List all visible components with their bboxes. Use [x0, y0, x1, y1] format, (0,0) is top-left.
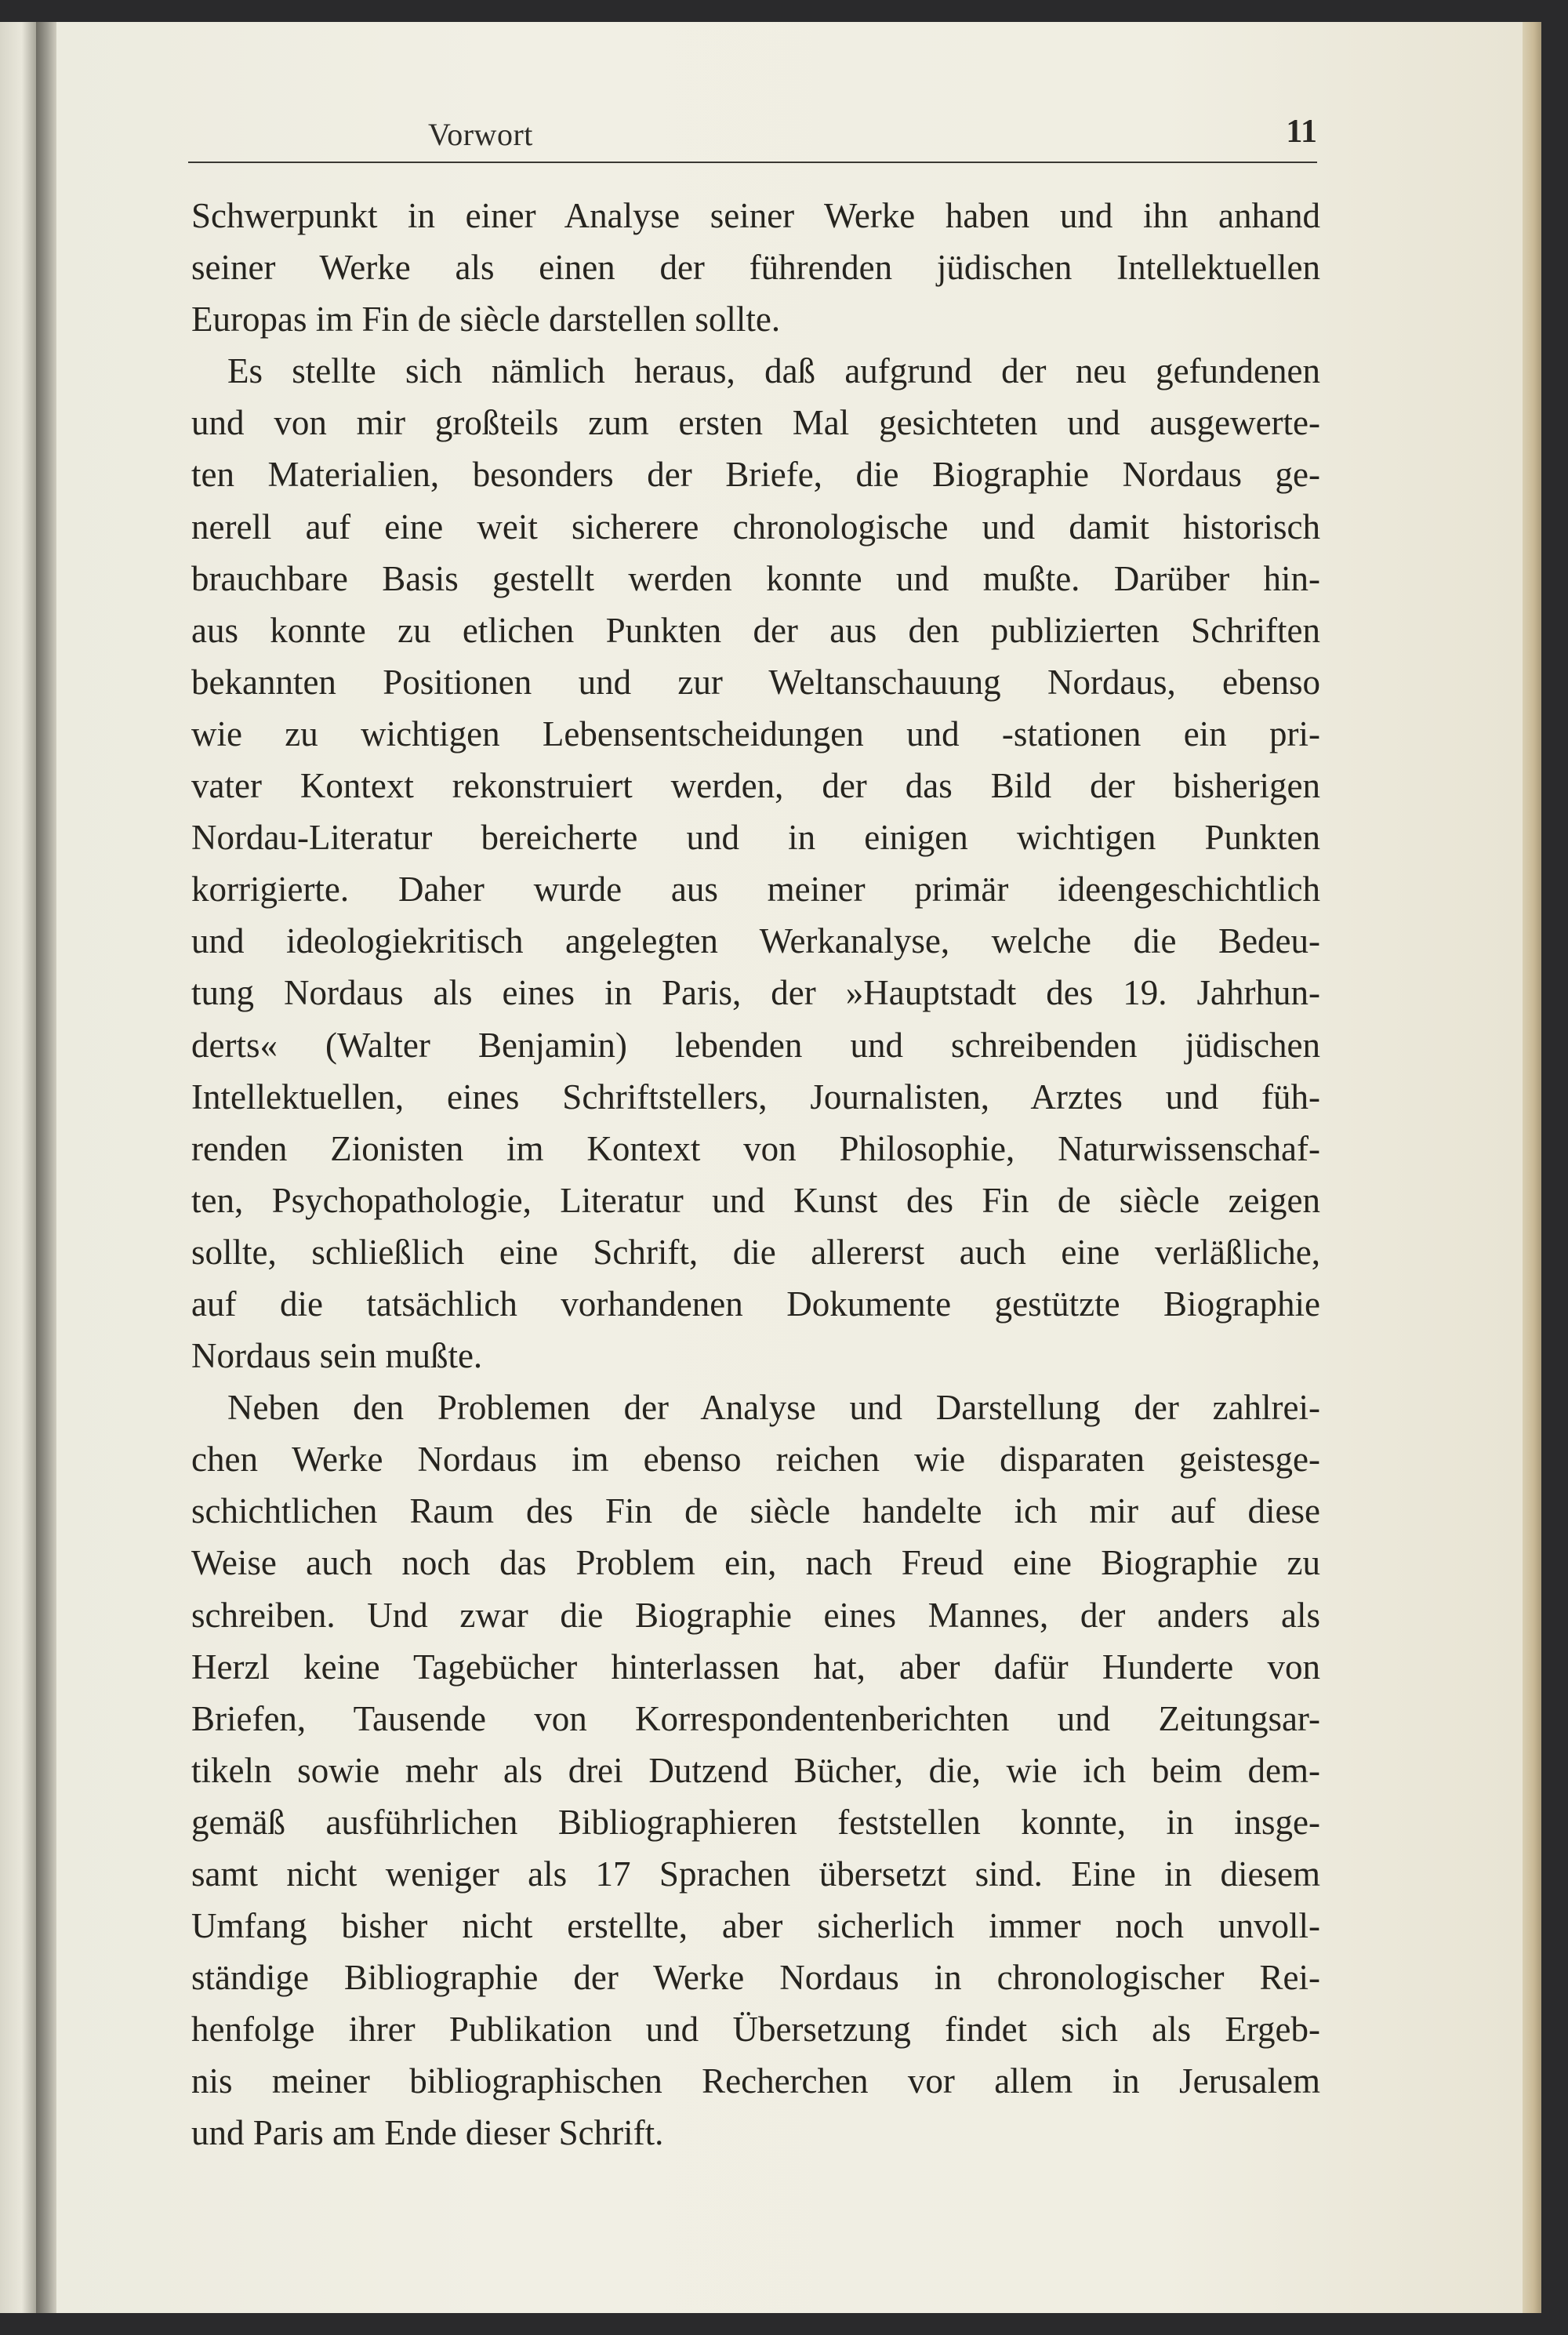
text-line: Intellektuellen, eines Schriftstellers, Journalisten, Arztes und füh-: [191, 1077, 1320, 1117]
text-line: wie zu wichtigen Lebensentscheidungen und -stationen ein pri-: [191, 714, 1320, 754]
text-line: schreiben. Und zwar die Biographie eines Mannes, der anders als: [191, 1595, 1320, 1635]
text-line: Weise auch noch das Problem ein, nach Freud eine Biographie zu: [191, 1543, 1320, 1583]
running-header: [188, 110, 1317, 163]
text-line: Umfang bisher nicht erstellte, aber sicherlich immer noch unvoll-: [191, 1906, 1320, 1946]
left-page-edge: [0, 22, 36, 2313]
text-line: ständige Bibliographie der Werke Nordaus in chronologischer Rei-: [191, 1958, 1320, 1998]
text-line: auf die tatsächlich vorhandenen Dokumente gestützte Biographie: [191, 1284, 1320, 1324]
text-line: ten, Psychopathologie, Literatur und Kunst des Fin de siècle zeigen: [191, 1180, 1320, 1220]
text-line: derts« (Walter Benjamin) lebenden und schreibenden jüdischen: [191, 1025, 1320, 1065]
text-line: renden Zionisten im Kontext von Philosophie, Naturwissenschaf-: [191, 1128, 1320, 1168]
book-gutter: [36, 22, 56, 2313]
text-line: Briefen, Tausende von Korrespondentenberichten und Zeitungsar-: [191, 1698, 1320, 1738]
text-line: Europas im Fin de siècle darstellen sollte.: [191, 300, 781, 340]
text-line: Herzl keine Tagebücher hinterlassen hat, aber dafür Hunderte von: [191, 1647, 1320, 1687]
text-line: brauchbare Basis gestellt werden konnte und mußte. Darüber hin-: [191, 558, 1320, 598]
text-line: Nordau-Literatur bereicherte und in einigen wichtigen Punkten: [191, 818, 1320, 858]
text-line: sollte, schließlich eine Schrift, die allererst auch eine verläßliche,: [191, 1232, 1320, 1272]
text-line: und ideologiekritisch angelegten Werkanalyse, welche die Bedeu-: [191, 921, 1320, 961]
text-line: aus konnte zu etlichen Punkten der aus den publizierten Schriften: [191, 610, 1320, 650]
text-line: korrigierte. Daher wurde aus meiner primär ideengeschichtlich: [191, 870, 1320, 910]
running-title: Vorwort: [428, 117, 533, 152]
text-line: henfolge ihrer Publikation und Übersetzung findet sich als Ergeb-: [191, 2010, 1320, 2050]
text-line: Nordaus sein mußte.: [191, 1336, 483, 1376]
text-line: Schwerpunkt in einer Analyse seiner Werke haben und ihn anhand: [191, 196, 1320, 235]
text-line: chen Werke Nordaus im ebenso reichen wie disparaten geistesge-: [191, 1440, 1320, 1480]
text-line: samt nicht weniger als 17 Sprachen übersetzt sind. Eine in diesem: [191, 1854, 1320, 1894]
text-line: tikeln sowie mehr als drei Dutzend Bücher, die, wie ich beim dem-: [191, 1750, 1320, 1790]
text-line: gemäß ausführlichen Bibliographieren feststellen konnte, in insge-: [191, 1802, 1320, 1842]
page-number: 11: [1286, 114, 1317, 150]
text-line: nis meiner bibliographischen Recherchen vor allem in Jerusalem: [191, 2061, 1320, 2101]
text-line: nerell auf eine weit sicherere chronologische und damit historisch: [191, 507, 1320, 547]
text-line: Neben den Problemen der Analyse und Darstellung der zahlrei-: [227, 1388, 1320, 1428]
text-line: vater Kontext rekonstruiert werden, der das Bild der bisherigen: [191, 766, 1320, 806]
text-line: seiner Werke als einen der führenden jüdischen Intellektuellen: [191, 248, 1320, 288]
page-edge-right: [1523, 22, 1541, 2313]
text-line: und von mir großteils zum ersten Mal gesichteten und ausgewerte-: [191, 403, 1320, 443]
text-line: schichtlichen Raum des Fin de siècle handelte ich mir auf diese: [191, 1491, 1320, 1531]
text-line: ten Materialien, besonders der Briefe, die Biographie Nordaus ge-: [191, 455, 1320, 495]
body-text: [191, 190, 1320, 2159]
text-line: bekannten Positionen und zur Weltanschauung Nordaus, ebenso: [191, 662, 1320, 702]
text-line: und Paris am Ende dieser Schrift.: [191, 2113, 664, 2153]
text-line: tung Nordaus als eines in Paris, der »Hauptstadt des 19. Jahrhun-: [191, 973, 1320, 1013]
text-line: Es stellte sich nämlich heraus, daß aufgrund der neu gefundenen: [227, 351, 1320, 391]
